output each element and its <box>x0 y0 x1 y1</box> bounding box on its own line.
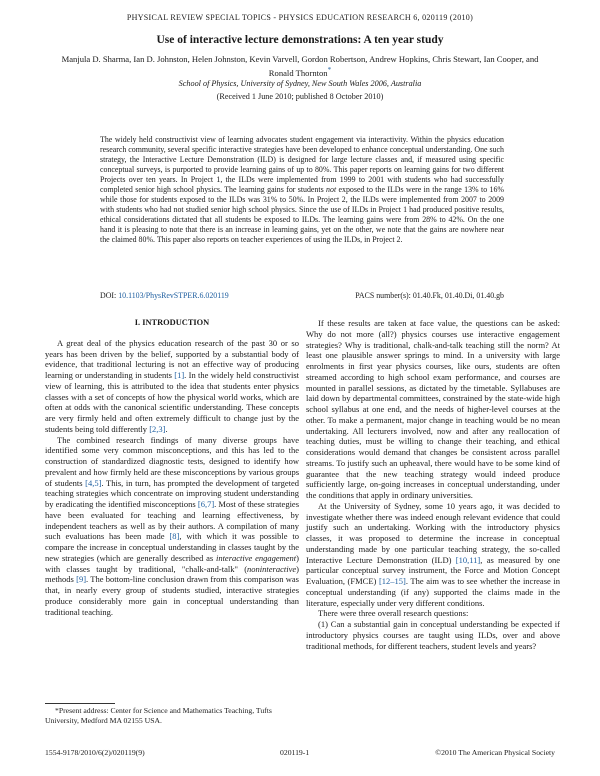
journal-header: PHYSICAL REVIEW SPECIAL TOPICS - PHYSICS EDUCATION RESEARCH 6, 020119 (2010) <box>126 13 474 22</box>
text: . Most of these strategies have been evaluated for teaching and learning effectiveness, by independent teachers as well as by their authors. A compilation of many such evaluations has been made <box>45 499 300 542</box>
affiliation: School of Physics, University of Sydney, New South Wales 2006, Australia <box>178 79 422 88</box>
footer-issn: 1554-9178/2010/6(2)/020119(9) <box>45 748 145 757</box>
abstract-emphasis: not <box>326 185 337 195</box>
citation-link[interactable]: [4,5] <box>85 477 102 488</box>
doi-label: DOI: <box>100 291 119 300</box>
citation-link[interactable]: [12–15] <box>378 576 406 586</box>
pacs-numbers: PACS number(s): 01.40.Fk, 01.40.Di, 01.40.gb <box>355 291 504 300</box>
paragraph <box>306 501 560 609</box>
citation-link[interactable]: [1] <box>174 370 185 380</box>
right-column <box>306 318 560 651</box>
text: . The bottom-line conclusion drawn from this comparison was that, in nearly every group of students studied, interactive strategies produce considerably more gain in conceptual understanding than traditional teaching. <box>45 574 299 617</box>
text: , as measured by one particular conceptual survey instrument, the Force and Motion Concept Evaluation, (FMCE) <box>306 554 560 586</box>
footer-copyright: ©2010 The American Physical Society <box>435 748 555 757</box>
paper-title: Use of interactive lecture demonstrations: A ten year study <box>156 34 444 46</box>
doi-link[interactable]: 10.1103/PhysRevSTPER.6.020119 <box>118 291 229 300</box>
paragraph: (1) Can a substantial gain in conceptual understanding be expected if introductory physics courses are taught using ILDs, over and above traditional methods, for different teachers, student levels and years? <box>306 619 560 651</box>
author-footnote-mark[interactable]: * <box>327 66 332 75</box>
text: The combined research findings of many diverse groups have identified some very common misconceptions, and this has led to the construction of standardized diagnostic tests, designed to identify how prevalent and how firmly held are these misconceptions by various groups of students <box>45 434 299 488</box>
citation-link[interactable]: [9] <box>76 574 87 585</box>
text: , with which it was possible to compare the increase in conceptual understanding in classes taught by the new strategies (which are generally described as <box>45 531 299 563</box>
text: . The aim was to see whether the increase in conceptual understanding (if any) supported the claims made in the literature, especially under very different conditions. <box>306 576 560 608</box>
text: . This, in turn, has prompted the development of targeted teaching strategies which concentrate on improving student understanding by eradicating the identified misconceptions <box>45 477 299 509</box>
text: ) methods <box>45 563 299 585</box>
abstract-part-2: exposed to the ILDs were in the range 13% to 16% while those for students exposed to the ILDs was 31% to 50%. In Project 2, the ILDs were implemented from 2007 to 2009 with students who had not studied senior high school physics. Since the use of ILDs in Project 1 had produced positive results, ethical considerations dictated that all students be exposed to ILDs. The learning gains were from 28% to 42%. On the one hand it is pleasing to note that there is an increase in learning gains, yet on the other, we note that the gains are nowhere near the claimed 80%. This paper also reports on teacher experiences of using the ILDs, in Project 2. <box>100 185 504 245</box>
citation-link[interactable]: [2,3] <box>149 423 166 434</box>
text: A great deal of the physics education research of the past 30 or so years has been driven by the belief, supported by a substantial body of evidence, that traditional lecturing is not an effective way of producing learning or understanding in students <box>45 337 299 380</box>
text: ) with classes taught by traditional, "chalk-and-talk" ( <box>45 552 299 574</box>
footnote-divider <box>45 703 115 704</box>
abstract-part-1: The widely held constructivist view of learning advocates student engagement via interactivity. Within the physics education research community, several specific interactive strategies have been developed to enhance conceptual understanding. One such strategy, the Interactive Lecture Demonstration (ILD) is designed for large lecture classes and, if measured using specific conceptual surveys, is purported to provide learning gains of up to 80%. This paper reports on learning gains for two different Projects over ten years. In Project 1, the ILDs were implemented from 1999 to 2001 with students who had successfully completed senior high school physics. The learning gains for students <box>100 135 504 195</box>
emphasis: interactive engagement <box>215 552 297 563</box>
paragraph: If these results are taken at face value, the questions can be asked: Why do not more (all?) physics courses use interactive engagement strategies? Why is traditional, chalk-and-talk teaching still the norm? At least one plausible answer springs to mind. In a university with large enrolments in first year physics courses, like ours, students are often streamed according to high school exam performance, and courses are mounted in parallel sessions, as dictated by the timetable. Syllabuses are laid down by departmental committees, constrained by the state-wide high school syllabus at one end, and the needs of higher-level courses at the other. To make a permanent, major change in teaching would be no mean undertaking. All lecturers involved, now and after any reallocation of teaching duties, must be willing to change their teaching, and ethical considerations would demand that changes be consistent across parallel streams. To justify such an upheaval, there would have to be some kind of guarantee that the new teaching strategy would indeed produce sufficiently large, on-going increases in conceptual understanding, under the conditions that apply in ordinary universities. <box>306 318 560 500</box>
footnote-text: *Present address: Center for Science and Mathematics Teaching, Tufts University, Medford MA 02155 USA. <box>45 706 272 725</box>
paragraph <box>45 338 299 435</box>
citation-link[interactable]: [8] <box>169 531 180 542</box>
text: . In the widely held constructivist view of learning, this is attributed to the idea that students enter physics classes with a set of concepts of how the physical world works, which are often at odds with the canonical scientific understanding. These concepts are very firmly held and often extremely difficult to change just by the students being told differently <box>45 370 299 434</box>
citation-link[interactable]: [10,11] <box>455 554 481 565</box>
section-heading: I. INTRODUCTION <box>134 318 210 327</box>
text: At the University of Sydney, some 10 years ago, it was decided to investigate whether there was indeed enough relevant evidence that could justify such an undertaking. Working with the introductory physics classes, it was proposed to determine the increase in conceptual understanding made by one particular teaching strategy, the so-called Interactive Lecture Demonstration (ILD) <box>306 500 560 565</box>
citation-link[interactable]: [6,7] <box>197 499 215 509</box>
paragraph: There were three overall research questions: <box>318 608 469 619</box>
doi <box>100 291 229 300</box>
abstract <box>100 135 504 246</box>
text: . <box>165 423 168 434</box>
left-column <box>45 318 299 617</box>
author-list <box>50 54 550 80</box>
received-dates: (Received 1 June 2010; published 8 October 2010) <box>216 92 384 101</box>
author-names: Manjula D. Sharma, Ian D. Johnston, Helen Johnston, Kevin Varvell, Gordon Robertson, Andrew Hopkins, Chris Stewart, Ian Cooper, and Ronald Thornton <box>61 54 539 79</box>
emphasis: noninteractive <box>247 563 297 574</box>
footnote <box>45 706 299 726</box>
footer-page-number: 020119-1 <box>280 748 310 757</box>
paragraph <box>45 435 299 618</box>
